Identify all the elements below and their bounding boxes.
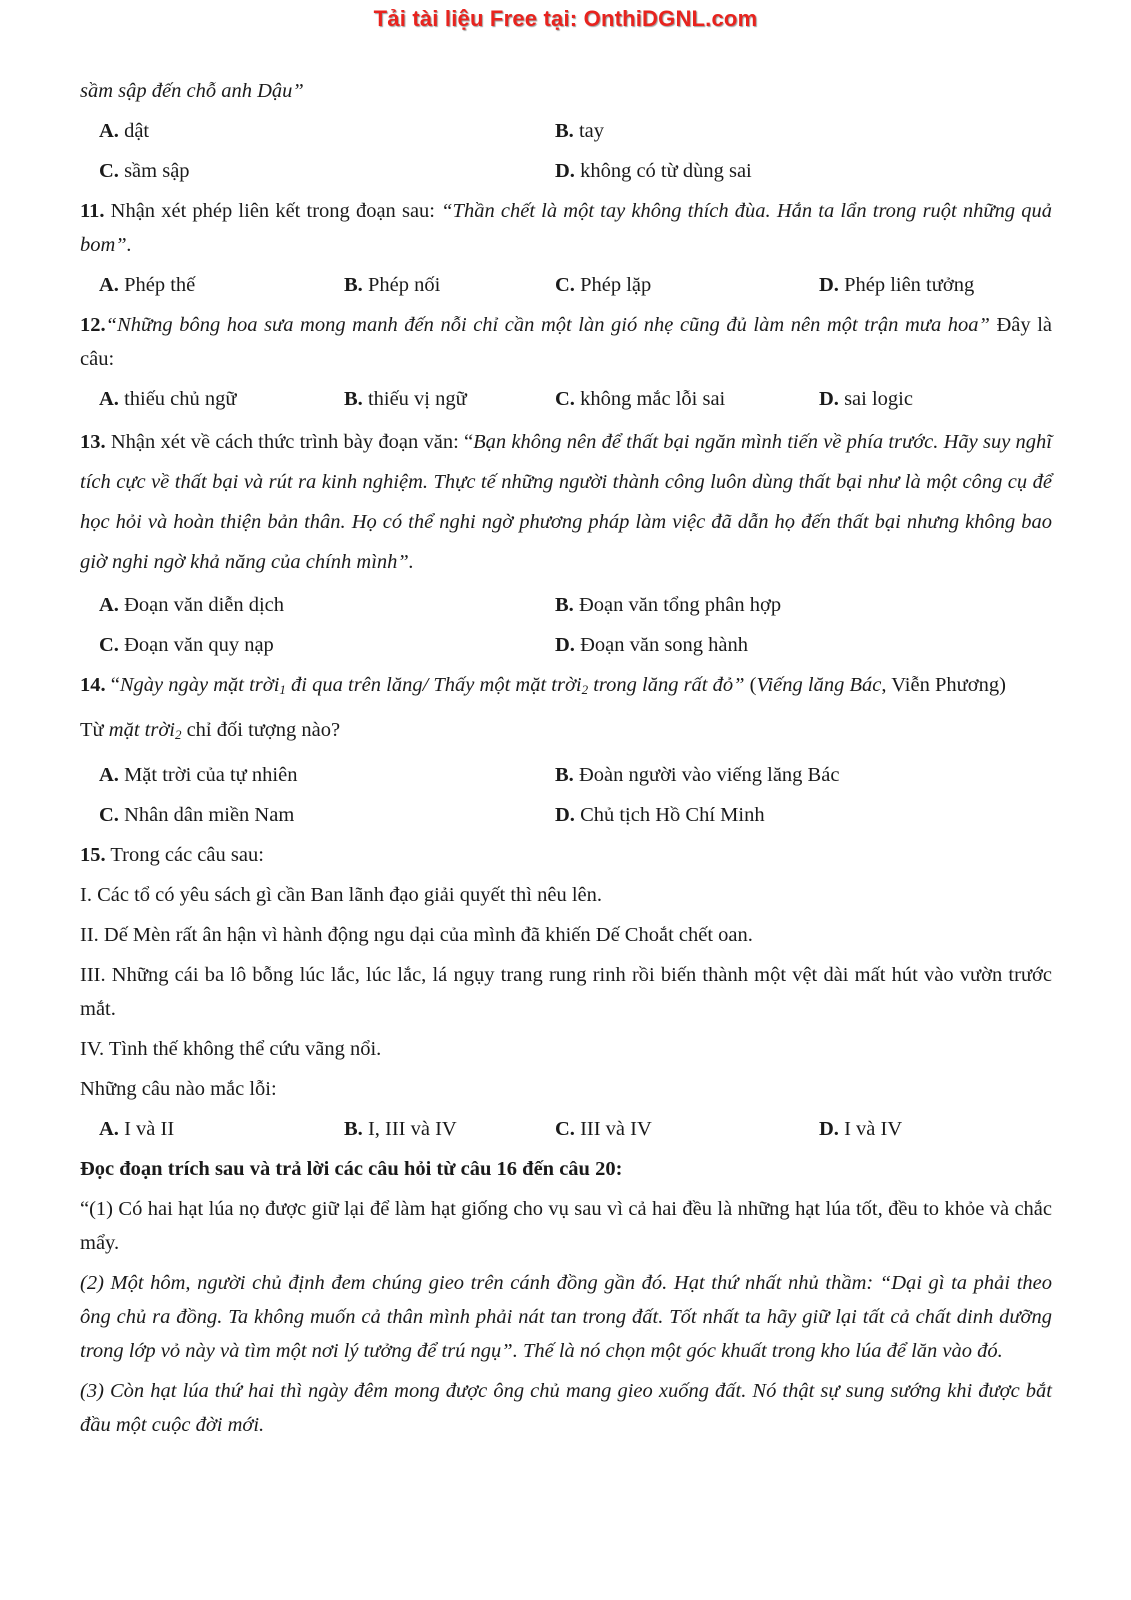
q13-options-row-1 xyxy=(80,588,1052,622)
q13-option-b[interactable]: B. Đoạn văn tổng phân hợp xyxy=(555,594,782,616)
q15-option-c[interactable]: C. III và IV xyxy=(555,1118,652,1140)
q13-option-c[interactable]: C. Đoạn văn quy nạp xyxy=(99,634,274,656)
q15-options xyxy=(80,1112,1052,1146)
reading-heading: Đọc đoạn trích sau và trả lời các câu hỏi từ câu 16 đến câu 20: xyxy=(80,1158,623,1180)
q14-question: 14. “Ngày ngày mặt trời$_1$ đi qua trên lăng/ Thấy một mặt trời$_2$ trong lăng rất đỏ” (Viếng lăng Bác, Viễn Phương) xyxy=(80,674,1006,697)
q11-question: 11. Nhận xét phép liên kết trong đoạn sau: “Thần chết là một tay không thích đùa. Hắn ta lẩn trong ruột những quả bom”. xyxy=(80,200,1052,256)
download-banner[interactable]: Tải tài liệu Free tại: OnthiDGNL.com xyxy=(373,6,758,31)
q14-option-a[interactable]: A. Mặt trời của tự nhiên xyxy=(99,764,298,786)
document-body xyxy=(80,74,1052,1448)
q15-option-d[interactable]: D. I và IV xyxy=(819,1118,903,1140)
q10-options-row-2 xyxy=(80,154,1052,188)
q11-options xyxy=(80,268,1052,302)
q12-options xyxy=(80,382,1052,416)
q10-option-d[interactable]: D. không có từ dùng sai xyxy=(555,160,752,182)
q15-option-a[interactable]: A. I và II xyxy=(99,1118,175,1140)
q15-item-1: I. Các tổ có yêu sách gì cần Ban lãnh đạo giải quyết thì nêu lên. xyxy=(80,884,603,906)
q14-options-row-2 xyxy=(80,798,1052,832)
reading-paragraph-3: (3) Còn hạt lúa thứ hai thì ngày đêm mong được ông chủ mang gieo xuống đất. Nó thật sự sung sướng khi được bắt đầu một cuộc đời mới. xyxy=(80,1380,1052,1436)
reading-paragraph-2: (2) Một hôm, người chủ định đem chúng gieo trên cánh đồng gần đó. Hạt thứ nhất nhủ thầm: “Dại gì ta phải theo ông chủ ra đồng. Ta không muốn cả thân mình phải nát tan trong đất. Tốt nhất ta hãy giữ lại tất cả chất dinh dưỡng trong lớp vỏ này và tìm một nơi lý tưởng để trú ngụ”. Thế là nó chọn một góc khuất trong kho lúa để lăn vào đó. xyxy=(80,1272,1052,1362)
q15-prompt: Những câu nào mắc lỗi: xyxy=(80,1078,277,1100)
q12-option-b[interactable]: B. thiếu vị ngữ xyxy=(344,388,467,410)
q10-options-row-1 xyxy=(80,114,1052,148)
q13-question: 13. Nhận xét về cách thức trình bày đoạn văn: “Bạn không nên để thất bại ngăn mình tiến về phía trước. Hãy suy nghĩ tích cực về thất bại và rút ra kinh nghiệm. Thực tế những người thành công luôn dùng thất bại như là một công cụ để học hỏi và hoàn thiện bản thân. Họ có thể nghi ngờ phương pháp làm việc đã dẫn họ đến thất bại nhưng không bao giờ nghi ngờ khả năng của chính mình”. xyxy=(80,431,1053,573)
q15-item-4: IV. Tình thế không thể cứu vãng nổi. xyxy=(80,1038,382,1060)
q12-option-a[interactable]: A. thiếu chủ ngữ xyxy=(99,388,237,410)
q15-option-b[interactable]: B. I, III và IV xyxy=(344,1118,457,1140)
q11-option-d[interactable]: D. Phép liên tưởng xyxy=(819,274,975,296)
q15-item-3: III. Những cái ba lô bỗng lúc lắc, lúc lắc, lá ngụy trang rung rinh rồi biến thành một vệt dài mất hút vào vườn trước mắt. xyxy=(80,964,1052,1020)
q10-option-a[interactable]: A. dật xyxy=(99,120,150,142)
q15-item-2: II. Dế Mèn rất ân hận vì hành động ngu dại của mình đã khiến Dế Choắt chết oan. xyxy=(80,924,753,946)
q10-tail: sầm sập đến chỗ anh Dậu” xyxy=(80,80,304,102)
q14-option-c[interactable]: C. Nhân dân miền Nam xyxy=(99,804,295,826)
q14-sub-question: Từ mặt trời$_2$ chỉ đối tượng nào? xyxy=(80,719,341,742)
q12-option-d[interactable]: D. sai logic xyxy=(819,388,913,410)
q11-option-a[interactable]: A. Phép thế xyxy=(99,274,196,296)
q10-option-b[interactable]: B. tay xyxy=(555,120,604,142)
q14-options-row-1 xyxy=(80,758,1052,792)
q13-option-a[interactable]: A. Đoạn văn diễn dịch xyxy=(99,594,285,616)
reading-paragraph-1: “(1) Có hai hạt lúa nọ được giữ lại để làm hạt giống cho vụ sau vì cả hai đều là những hạt lúa tốt, đều to khỏe và chắc mẩy. xyxy=(80,1198,1052,1254)
q11-option-c[interactable]: C. Phép lặp xyxy=(555,274,652,296)
q11-option-b[interactable]: B. Phép nối xyxy=(344,274,441,296)
q14-option-b[interactable]: B. Đoàn người vào viếng lăng Bác xyxy=(555,764,840,786)
q13-option-d[interactable]: D. Đoạn văn song hành xyxy=(555,634,749,656)
q12-option-c[interactable]: C. không mắc lỗi sai xyxy=(555,388,726,410)
q14-option-d[interactable]: D. Chủ tịch Hồ Chí Minh xyxy=(555,804,765,826)
q12-question: 12.“Những bông hoa sưa mong manh đến nỗi chỉ cần một làn gió nhẹ cũng đủ làm nên một trận mưa hoa” Đây là câu: xyxy=(80,314,1052,370)
q13-options-row-2 xyxy=(80,628,1052,662)
q15-question: 15. Trong các câu sau: xyxy=(80,844,264,866)
q10-option-c[interactable]: C. sầm sập xyxy=(99,160,190,182)
